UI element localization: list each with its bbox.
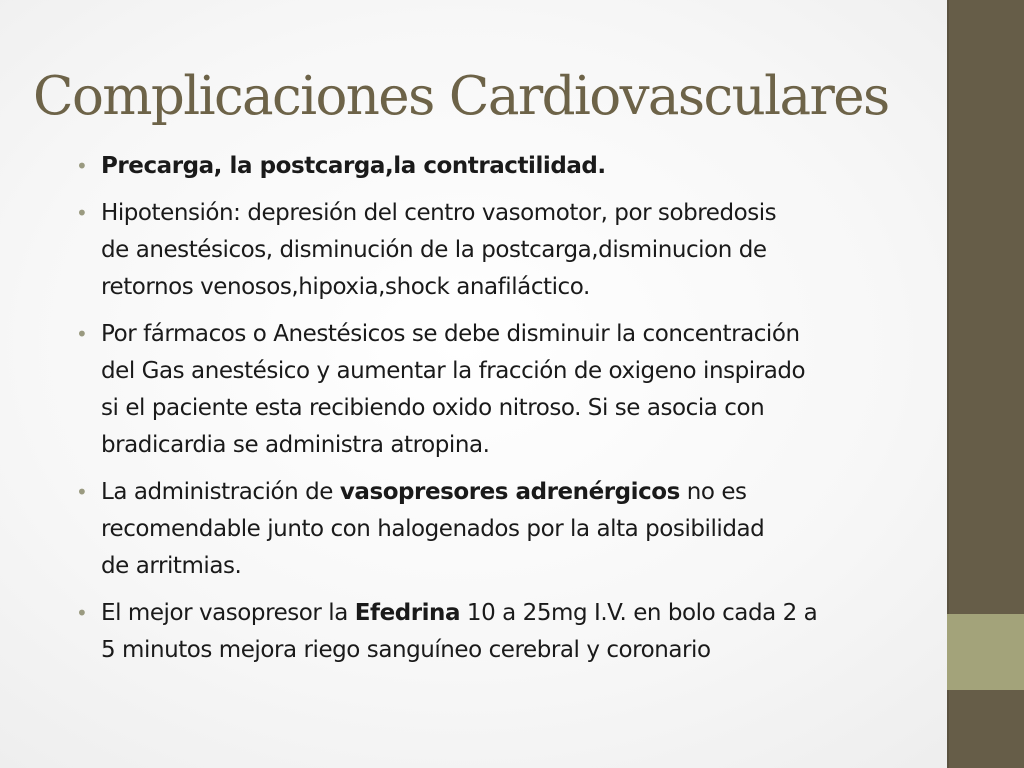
bullet-text: El mejor vasopresor la [101, 600, 355, 626]
bullet-text: 10 a 25mg I.V. en bolo cada 2 a [460, 600, 818, 626]
bullet-line: 5 minutos mejora riego sanguíneo cerebral y coronario [101, 637, 711, 663]
bullet-line: recomendable junto con halogenados por la alta posibilidad [101, 516, 765, 542]
bullet-line: de arritmias. [101, 553, 242, 579]
bullet-line: del Gas anestésico y aumentar la fracción de oxigeno inspirado [101, 358, 806, 384]
bullet-line: bradicardia se administra atropina. [101, 432, 490, 458]
bullet-line: Por fármacos o Anestésicos se debe disminuir la concentración [101, 321, 800, 347]
bullet-dot-icon: • [76, 601, 88, 625]
bullet-dot-icon: • [76, 201, 88, 225]
bullet-text-bold: Efedrina [354, 600, 461, 626]
bullet-line: retornos venosos,hipoxia,shock anafiláctico. [101, 274, 590, 300]
bullet-item [76, 316, 926, 464]
slide-title: Complicaciones Cardiovasculares [33, 66, 889, 127]
bullet-line: de anestésicos, disminución de la postcarga,disminucion de [101, 237, 767, 263]
bullet-line: Hipotensión: depresión del centro vasomotor, por sobredosis [101, 200, 777, 226]
bullet-line [101, 474, 926, 511]
bullet-list [76, 148, 926, 679]
bullet-text: La administración de [101, 479, 340, 505]
bullet-dot-icon: • [76, 154, 88, 178]
side-accent-block [947, 614, 1024, 690]
bullet-line [101, 148, 926, 185]
bullet-item [76, 474, 926, 585]
bullet-dot-icon: • [76, 480, 88, 504]
bullet-dot-icon: • [76, 322, 88, 346]
bullet-line: si el paciente esta recibiendo oxido nitroso. Si se asocia con [101, 395, 765, 421]
bullet-text-bold: vasopresores adrenérgicos [339, 479, 680, 505]
bullet-item [76, 195, 926, 306]
bullet-text-bold: Precarga, la postcarga,la contractilidad. [101, 153, 606, 179]
bullet-item [76, 148, 926, 185]
bullet-line [101, 595, 926, 632]
bullet-item [76, 595, 926, 669]
bullet-text: no es [679, 479, 747, 505]
